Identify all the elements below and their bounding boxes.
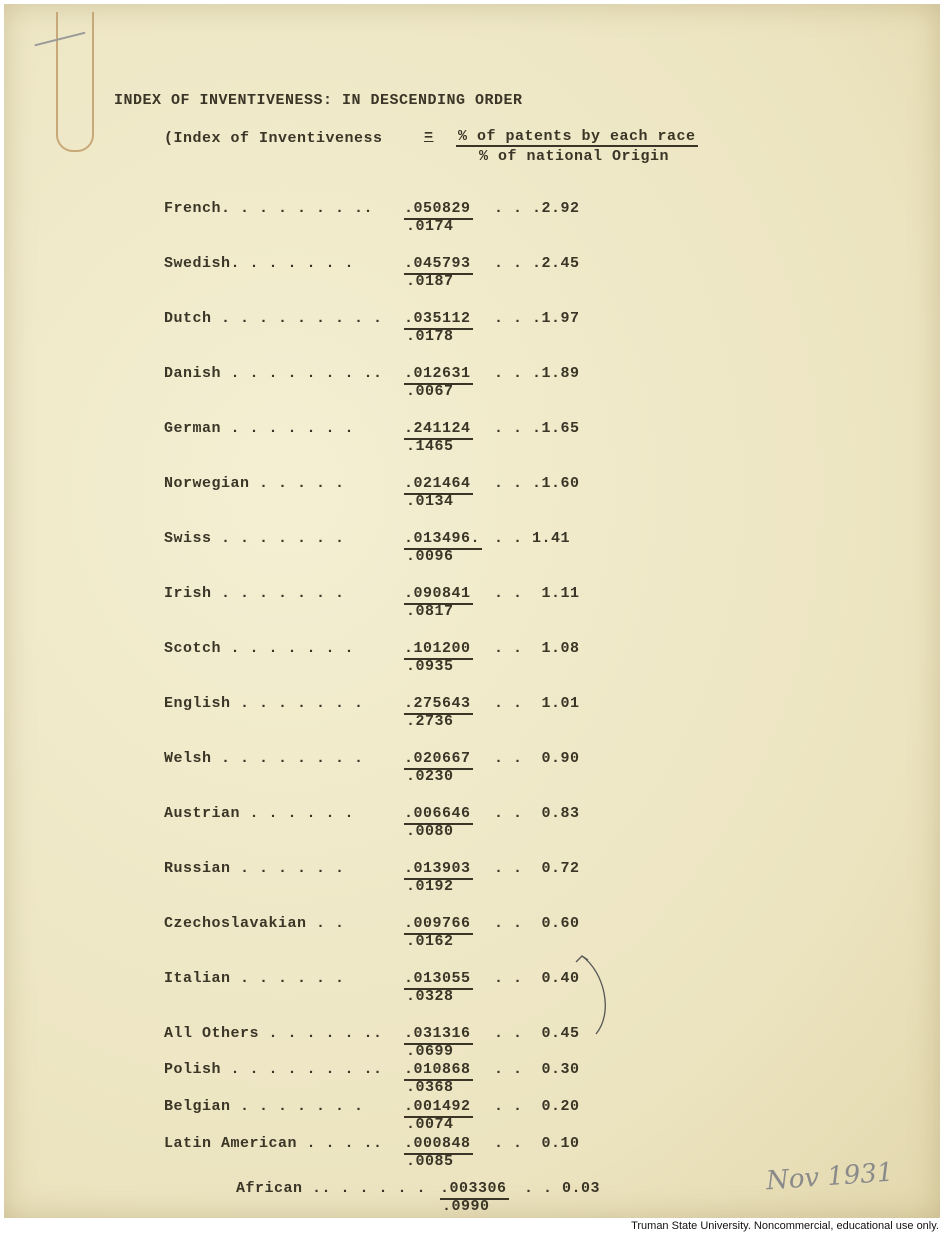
row-index: . . .1.89 — [494, 365, 580, 382]
row-index: . . 0.60 — [494, 915, 580, 932]
row-index: . . 0.30 — [494, 1061, 580, 1078]
row-name: Belgian . . . . . . . — [164, 1098, 364, 1115]
row-index: . . 0.03 — [524, 1180, 601, 1197]
row-name: Danish . . . . . . . .. — [164, 365, 383, 382]
row-name: African .. . . . . . — [236, 1180, 427, 1197]
row-name: Norwegian . . . . . — [164, 475, 345, 492]
table-row — [4, 475, 945, 515]
row-name: Swiss . . . . . . . — [164, 530, 345, 547]
table-row — [4, 970, 945, 1010]
formula-label: (Index of Inventiveness — [164, 130, 383, 147]
table-row — [4, 695, 945, 735]
row-name: Russian . . . . . . — [164, 860, 345, 877]
row-index: . . .1.60 — [494, 475, 580, 492]
row-denominator: .1465 — [406, 438, 454, 455]
row-index: . . 1.08 — [494, 640, 580, 657]
row-numerator: .050829 — [404, 200, 473, 220]
row-index: . . .2.45 — [494, 255, 580, 272]
row-numerator: .009766 — [404, 915, 473, 935]
row-index: . . 0.83 — [494, 805, 580, 822]
row-denominator: .0174 — [406, 218, 454, 235]
row-numerator: .101200 — [404, 640, 473, 660]
table-row — [4, 365, 945, 405]
row-name: Scotch . . . . . . . — [164, 640, 355, 657]
row-name: German . . . . . . . — [164, 420, 355, 437]
formula-equals: = — [424, 128, 434, 145]
handwritten-arrow-icon — [574, 952, 614, 1042]
row-name: Dutch . . . . . . . . . — [164, 310, 383, 327]
row-name: Austrian . . . . . . — [164, 805, 355, 822]
table-row — [4, 420, 945, 460]
row-numerator: .003306 — [440, 1180, 509, 1200]
row-name: Latin American . . . .. — [164, 1135, 383, 1152]
row-denominator: .0085 — [406, 1153, 454, 1170]
row-index: . . 0.10 — [494, 1135, 580, 1152]
row-denominator: .0080 — [406, 823, 454, 840]
table-row — [4, 750, 945, 790]
row-index: . . 1.41 — [494, 530, 571, 547]
row-denominator: .0699 — [406, 1043, 454, 1060]
table-row — [4, 915, 945, 955]
row-name: Czechoslavakian . . — [164, 915, 345, 932]
row-numerator: .006646 — [404, 805, 473, 825]
row-name: English . . . . . . . — [164, 695, 364, 712]
row-index: . . 0.72 — [494, 860, 580, 877]
row-index: . . 0.40 — [494, 970, 580, 987]
formula-denominator: % of national Origin — [479, 148, 670, 165]
row-numerator: .020667 — [404, 750, 473, 770]
table-row — [4, 310, 945, 350]
table-row — [4, 1025, 945, 1065]
row-index: . . .1.97 — [494, 310, 580, 327]
row-numerator: .013055 — [404, 970, 473, 990]
row-numerator: .090841 — [404, 585, 473, 605]
row-name: Italian . . . . . . — [164, 970, 345, 987]
row-denominator: .0178 — [406, 328, 454, 345]
row-name: All Others . . . . . .. — [164, 1025, 383, 1042]
table-row — [4, 805, 945, 845]
row-denominator: .0074 — [406, 1116, 454, 1133]
row-denominator: .0328 — [406, 988, 454, 1005]
row-denominator: .0134 — [406, 493, 454, 510]
row-denominator: .0067 — [406, 383, 454, 400]
row-numerator: .012631 — [404, 365, 473, 385]
table-row — [4, 255, 945, 295]
row-name: Polish . . . . . . . .. — [164, 1061, 383, 1078]
row-denominator: .2736 — [406, 713, 454, 730]
row-numerator: .021464 — [404, 475, 473, 495]
row-numerator: .031316 — [404, 1025, 473, 1045]
page-title: INDEX OF INVENTIVENESS: IN DESCENDING ORDER — [114, 92, 523, 109]
row-numerator: .013496. — [404, 530, 482, 550]
row-numerator: .001492 — [404, 1098, 473, 1118]
row-denominator: .0187 — [406, 273, 454, 290]
row-denominator: .0817 — [406, 603, 454, 620]
row-index: . . 0.45 — [494, 1025, 580, 1042]
row-index: . . .2.92 — [494, 200, 580, 217]
footer-credit: Truman State University. Noncommercial, educational use only. — [631, 1220, 939, 1232]
row-index: . . 1.01 — [494, 695, 580, 712]
table-row — [4, 530, 945, 570]
row-denominator: .0162 — [406, 933, 454, 950]
formula-numerator: % of patents by each race — [458, 128, 696, 145]
row-denominator: .0368 — [406, 1079, 454, 1096]
row-denominator: .0096 — [406, 548, 454, 565]
document-page — [4, 4, 940, 1218]
row-index: . . 0.90 — [494, 750, 580, 767]
table-row — [4, 860, 945, 900]
row-denominator: .0192 — [406, 878, 454, 895]
row-name: Irish . . . . . . . — [164, 585, 345, 602]
row-index: . . .1.65 — [494, 420, 580, 437]
row-name: Welsh . . . . . . . . — [164, 750, 364, 767]
row-name: French. . . . . . . .. — [164, 200, 374, 217]
row-numerator: .045793 — [404, 255, 473, 275]
row-denominator: .0990 — [442, 1198, 490, 1215]
row-denominator: .0230 — [406, 768, 454, 785]
row-numerator: .013903 — [404, 860, 473, 880]
row-name: Swedish. . . . . . . — [164, 255, 355, 272]
row-numerator: .241124 — [404, 420, 473, 440]
table-row — [4, 1061, 945, 1101]
row-numerator: .000848 — [404, 1135, 473, 1155]
row-numerator: .035112 — [404, 310, 473, 330]
row-index: . . 0.20 — [494, 1098, 580, 1115]
table-row — [4, 640, 945, 680]
row-denominator: .0935 — [406, 658, 454, 675]
table-row — [4, 200, 945, 240]
table-row — [4, 585, 945, 625]
row-numerator: .010868 — [404, 1061, 473, 1081]
row-index: . . 1.11 — [494, 585, 580, 602]
row-numerator: .275643 — [404, 695, 473, 715]
handwritten-date: Nov 1931 — [765, 1157, 895, 1197]
table-row — [4, 1098, 945, 1138]
